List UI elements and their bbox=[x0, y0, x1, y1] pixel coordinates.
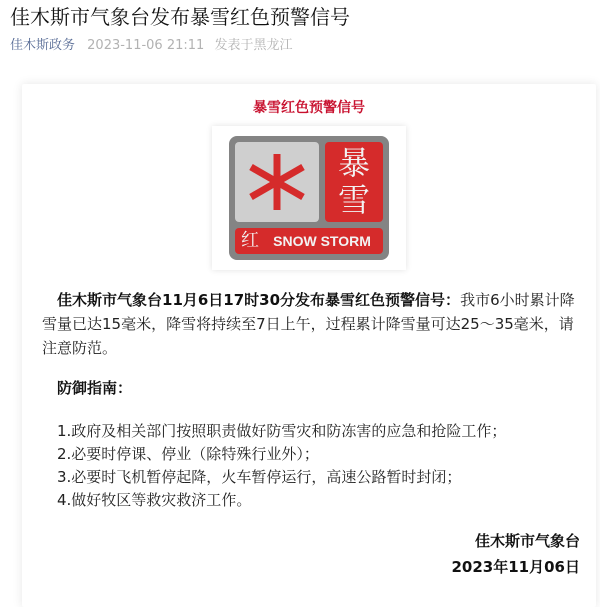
warning-notice bbox=[22, 84, 596, 607]
snowstorm-red-badge bbox=[229, 136, 389, 260]
snowflake-panel bbox=[235, 142, 319, 222]
guide-heading: 防御指南： bbox=[57, 379, 133, 397]
snowstorm-chars-panel bbox=[325, 142, 383, 222]
account-link[interactable]: 佳木斯政务 bbox=[10, 38, 76, 53]
lead-text: 我市6小时累计降雪量已达15毫米，降雪将持续至7日上午，过程累计降雪量可达25～35毫米，请注意防范。 bbox=[42, 291, 575, 357]
publish-location: 发表于黑龙江 bbox=[214, 38, 293, 53]
level-char: 红 bbox=[241, 230, 259, 251]
lead-paragraph bbox=[42, 288, 578, 360]
issue-date: 2023年11月06日 bbox=[451, 558, 580, 576]
issuer: 佳木斯市气象台 bbox=[474, 532, 580, 550]
list-item: 3.必要时飞机暂停起降，火车暂停运行，高速公路暂时封闭； bbox=[57, 468, 462, 486]
char-bao: 暴 bbox=[337, 144, 370, 182]
warning-badge-image bbox=[212, 126, 406, 270]
snowflake-icon bbox=[235, 142, 319, 222]
snow-storm-label: SNOW STORM bbox=[273, 233, 371, 249]
list-item: 4.做好牧区等救灾救济工作。 bbox=[57, 491, 252, 509]
article-meta bbox=[10, 37, 292, 55]
list-item: 1.政府及相关部门按照职责做好防雪灾和防冻害的应急和抢险工作； bbox=[57, 422, 507, 440]
lead-bold: 佳木斯市气象台11月6日17时30分发布暴雪红色预警信号： bbox=[57, 291, 461, 309]
char-xue: 雪 bbox=[337, 181, 370, 219]
badge-bottom-bar bbox=[235, 228, 383, 254]
measures-list bbox=[57, 420, 506, 512]
article-title: 佳木斯市气象台发布暴雪红色预警信号 bbox=[10, 5, 350, 29]
list-item: 2.必要时停课、停业（除特殊行业外）； bbox=[57, 445, 319, 463]
publish-date: 2023-11-06 21:11 bbox=[87, 38, 205, 53]
signal-title: 暴雪红色预警信号 bbox=[253, 100, 365, 116]
